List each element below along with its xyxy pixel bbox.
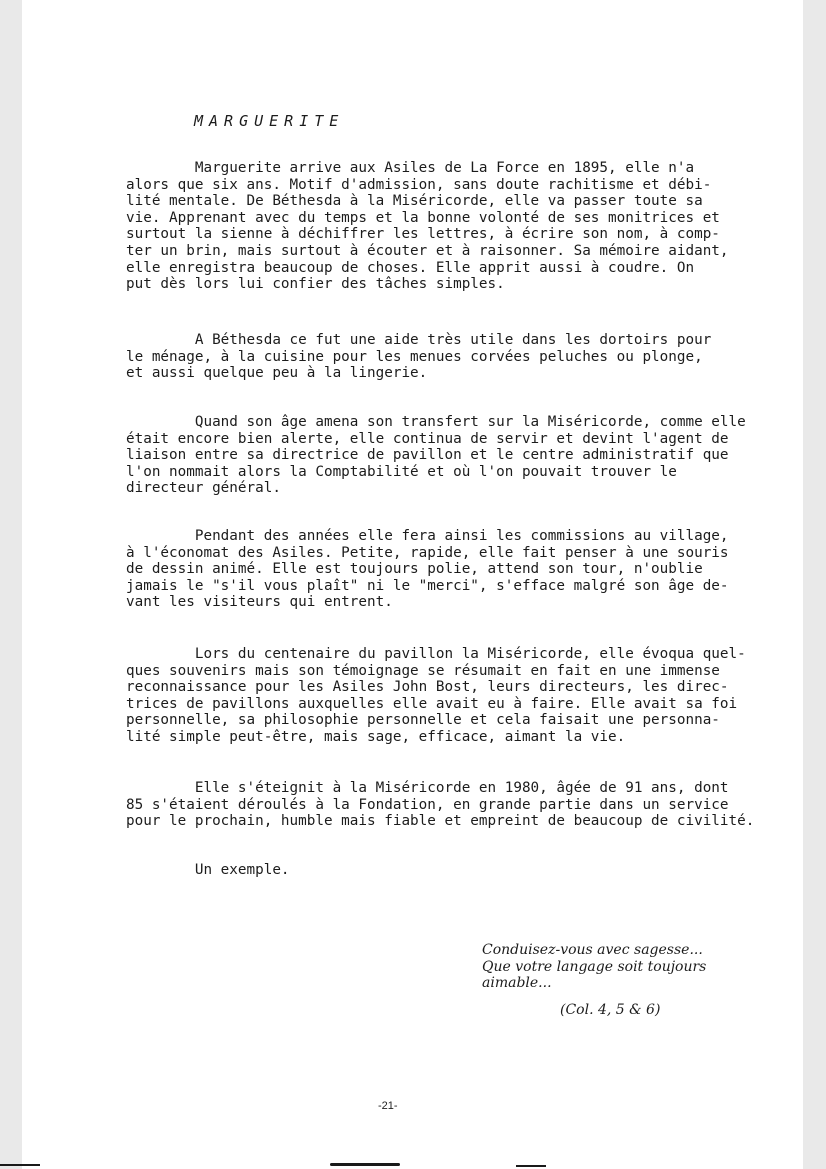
paragraph-5: Lors du centenaire du pavillon la Miséricorde, elle évoqua quel- ques souvenirs mais son témoignage se résumait en fait en une immense reconnaissance pour les Asiles John Bost, leurs directeurs, les direc- trices de pavillons auxquelles elle avait eu à faire. Elle avait sa foi personnelle, sa philosophie personnelle et cela faisait une personna- lité simple peut-être, mais sage, efficace, aimant la vie. [126, 646, 746, 745]
paragraph-2: A Béthesda ce fut une aide très utile dans les dortoirs pour le ménage, à la cuisine pour les menues corvées peluches ou plonge, et aussi quelque peu à la lingerie. [126, 332, 712, 382]
document-page [22, 0, 803, 1169]
paragraph-3: Quand son âge amena son transfert sur la Miséricorde, comme elle était encore bien alerte, elle continua de servir et devint l'agent de liaison entre sa directrice de pavillon et le centre administratif que l'on nommait alors la Comptabilité et où l'on pouvait trouver le directeur général. [126, 414, 746, 497]
paragraph-6: Elle s'éteignit à la Miséricorde en 1980, âgée de 91 ans, dont 85 s'étaient déroulés à la Fondation, en grande partie dans un service pour le prochain, humble mais fiable et empreint de beaucoup de civilité. [126, 780, 755, 830]
paragraph-7: Un exemple. [126, 862, 290, 878]
page-number: -21- [378, 1100, 398, 1112]
paragraph-4: Pendant des années elle fera ainsi les commissions au village, à l'économat des Asiles. Petite, rapide, elle fait penser à une souris de dessin animé. Elle est toujours polie, attend son tour, n'oublie jamais le "s'il vous plaît" ni le "merci", s'efface malgré son âge de- vant les visiteurs qui entrent. [126, 528, 729, 611]
epigraph-quote: Conduisez-vous avec sagesse... Que votre langage soit toujours aimable... [482, 942, 707, 991]
document-title: MARGUERITE [194, 112, 345, 130]
scan-artifact [516, 1165, 546, 1167]
paragraph-1: Marguerite arrive aux Asiles de La Force en 1895, elle n'a alors que six ans. Motif d'admission, sans doute rachitisme et débi- lité mentale. De Béthesda à la Miséricorde, elle va passer toute sa vie. Apprenant avec du temps et la bonne volonté de ses monitrices et surtout la sienne à déchiffrer les lettres, à écrire son nom, à comp- ter un brin, mais surtout à écouter et à raisonner. Sa mémoire aidant, elle enregistra beaucoup de choses. Elle apprit aussi à coudre. On put dès lors lui confier des tâches simples. [126, 160, 729, 293]
epigraph-reference: (Col. 4, 5 & 6) [560, 1002, 661, 1018]
scan-artifact [330, 1163, 400, 1166]
scan-artifact [0, 1164, 40, 1166]
